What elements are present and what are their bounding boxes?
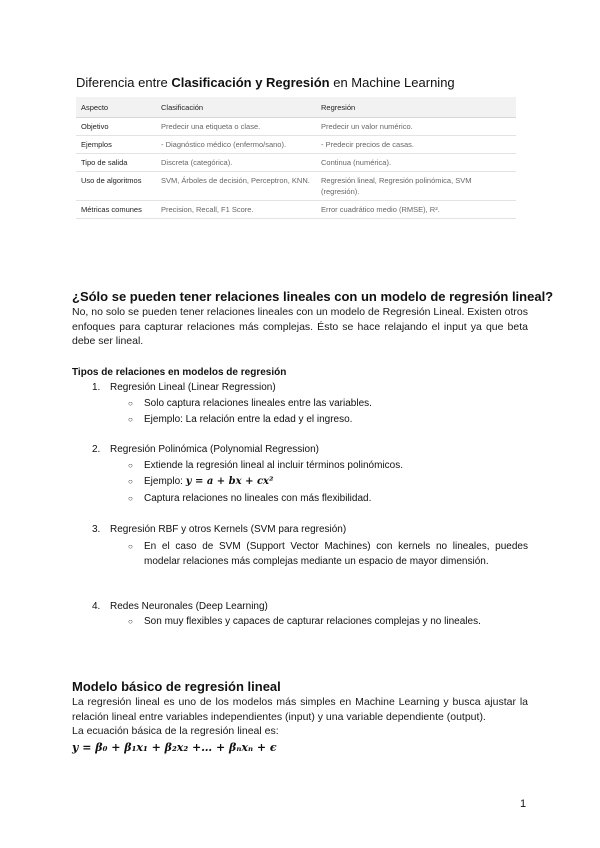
table-cell: SVM, Árboles de decisión, Perceptron, KNN.: [156, 172, 316, 201]
table-cell: Ejemplos: [76, 136, 156, 154]
types-title: Tipos de relaciones en modelos de regresión: [72, 367, 287, 378]
table-cell: - Diagnóstico médico (enfermo/sano).: [156, 136, 316, 154]
table-cell: Métricas comunes: [76, 201, 156, 219]
table-cell: Uso de algoritmos: [76, 172, 156, 201]
table-cell: Discreta (categórica).: [156, 154, 316, 172]
header-cell: Aspecto: [76, 97, 156, 118]
table-row: [76, 201, 516, 219]
table-cell: Precision, Recall, F1 Score.: [156, 201, 316, 219]
table-cell: - Predecir precios de casas.: [316, 136, 516, 154]
bullet-item: ○ Solo captura relaciones lineales entre las variables.: [128, 398, 372, 409]
table-row: [76, 136, 516, 154]
list-item: 4. Redes Neuronales (Deep Learning): [92, 601, 268, 612]
table-row: [76, 172, 516, 201]
bullet-item: ○ Extiende la regresión lineal al incluir términos polinómicos.: [128, 460, 404, 471]
table-cell: Objetivo: [76, 118, 156, 136]
section-heading: Modelo básico de regresión lineal: [72, 679, 281, 694]
bullet-item: ○ Ejemplo: y = a + bx + cx²: [128, 476, 274, 487]
table-cell: Error cuadrático medio (RMSE), R².: [316, 201, 516, 219]
bullet-item: ○ Son muy flexibles y capaces de capturar relaciones complejas y no lineales.: [128, 616, 481, 627]
header-cell: Regresión: [316, 97, 516, 118]
list-item: 3. Regresión RBF y otros Kernels (SVM para regresión): [92, 524, 347, 535]
list-item: 2. Regresión Polinómica (Polynomial Regression): [92, 444, 319, 455]
comparison-table: [76, 97, 516, 219]
table-title: Diferencia entre Clasificación y Regresión en Machine Learning: [76, 75, 455, 90]
page-number: 1: [520, 798, 527, 810]
table-cell: Tipo de salida: [76, 154, 156, 172]
table-header-row: [76, 97, 516, 118]
header-cell: Clasificación: [156, 97, 316, 118]
equation-intro: La ecuación básica de la regresión lineal es:: [72, 725, 279, 737]
table-row: [76, 154, 516, 172]
table-cell: Continua (numérica).: [316, 154, 516, 172]
section-paragraph: No, no solo se pueden tener relaciones lineales con un modelo de Regresión Lineal. Existen otros enfoques para capturar relaciones más complejas. Ésto se hace relajando el input ya que beta debe ser lineal.: [72, 306, 528, 347]
section-paragraph: La regresión lineal es uno de los modelos más simples en Machine Learning y busca ajustar la relación lineal entre variables independientes (input) y una variable dependiente (output).: [72, 696, 528, 723]
table-cell: Predecir un valor numérico.: [316, 118, 516, 136]
list-item: 1. Regresión Lineal (Linear Regression): [92, 382, 276, 393]
table-cell: Predecir una etiqueta o clase.: [156, 118, 316, 136]
table-cell: Regresión lineal, Regresión polinómica, SVM (regresión).: [316, 172, 516, 201]
section-heading: ¿Sólo se pueden tener relaciones lineales con un modelo de regresión lineal?: [72, 289, 554, 304]
regression-equation: y = β₀ + β₁x₁ + β₂x₂ +… + βₙxₙ + ϵ: [72, 741, 277, 754]
bullet-item: ○ Ejemplo: La relación entre la edad y el ingreso.: [128, 414, 353, 425]
bullet-item: ○ En el caso de SVM (Support Vector Machines) con kernels no lineales, puedes modelar relaciones más complejas mediante un espacio de mayor dimensión.: [128, 541, 528, 567]
table-row: [76, 118, 516, 136]
polynomial-formula: y = a + bx + cx²: [185, 476, 274, 487]
bullet-item: ○ Captura relaciones no lineales con más flexibilidad.: [128, 493, 372, 504]
